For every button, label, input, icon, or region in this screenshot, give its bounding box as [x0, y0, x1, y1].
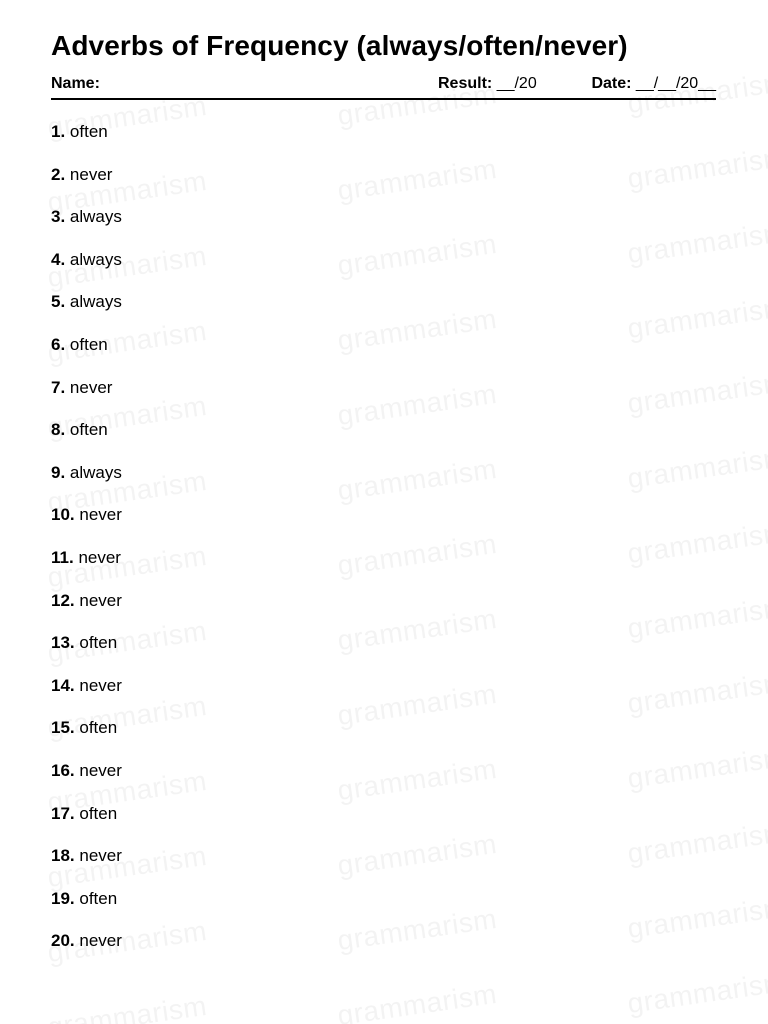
watermark-text	[46, 990, 209, 1024]
answer-item	[51, 206, 122, 249]
worksheet-header	[51, 72, 716, 100]
watermark-text	[336, 678, 499, 732]
watermark-text	[626, 666, 768, 720]
watermark-text	[336, 603, 499, 657]
result-label: Result:	[438, 75, 493, 92]
watermark-text	[626, 816, 768, 870]
answer-number: 11.	[51, 547, 74, 567]
watermark-text	[336, 303, 499, 357]
answer-word: never	[78, 547, 121, 567]
answer-number: 12.	[51, 590, 75, 610]
answer-item	[51, 504, 122, 547]
answer-list	[51, 121, 122, 973]
answer-number: 4.	[51, 249, 66, 269]
answer-item	[51, 334, 122, 377]
answer-number: 18.	[51, 846, 75, 866]
watermark-text	[336, 528, 499, 582]
answer-item	[51, 888, 122, 931]
answer-item	[51, 717, 122, 760]
answer-number: 17.	[51, 803, 75, 823]
answer-word: always	[69, 207, 122, 227]
answer-number: 2.	[51, 164, 66, 184]
answer-number: 5.	[51, 292, 66, 312]
name-label: Name:	[51, 75, 100, 92]
watermark-text	[336, 753, 499, 807]
answer-item	[51, 547, 122, 590]
answer-item	[51, 462, 122, 505]
answer-number: 1.	[51, 122, 66, 141]
answer-word: often	[79, 888, 118, 908]
answer-item	[51, 760, 122, 803]
answer-number: 20.	[51, 931, 75, 951]
answer-item	[51, 845, 122, 888]
answer-item	[51, 419, 122, 462]
answer-number: 9.	[51, 462, 66, 482]
answer-item	[51, 803, 122, 846]
answer-item	[51, 121, 122, 164]
watermark-text	[626, 891, 768, 945]
watermark-text	[626, 591, 768, 645]
watermark-text	[336, 228, 499, 282]
answer-word: never	[69, 377, 113, 397]
answer-word: often	[69, 420, 108, 440]
answer-word: always	[69, 249, 122, 269]
answer-number: 7.	[51, 377, 66, 397]
answer-number: 15.	[51, 718, 75, 738]
watermark-text	[626, 366, 768, 420]
answer-word: never	[69, 164, 113, 184]
date-field	[591, 75, 716, 93]
watermark-text	[626, 966, 768, 1020]
answer-word: always	[69, 462, 122, 482]
answer-word: often	[79, 718, 118, 738]
watermark-text	[626, 741, 768, 795]
answer-word: never	[79, 505, 122, 525]
answer-item	[51, 930, 122, 973]
answer-word: never	[79, 760, 122, 780]
result-value: __/20	[496, 75, 537, 92]
answer-word: never	[79, 675, 122, 695]
watermark-text	[336, 903, 499, 957]
answer-number: 6.	[51, 334, 66, 354]
watermark-text	[626, 516, 768, 570]
answer-word: often	[69, 122, 108, 141]
answer-word: never	[79, 590, 122, 610]
watermark-text	[336, 453, 499, 507]
answer-number: 3.	[51, 207, 66, 227]
answer-item	[51, 632, 122, 675]
watermark-text	[626, 441, 768, 495]
watermark-text	[626, 141, 768, 195]
answer-word: often	[69, 334, 108, 354]
answer-word: always	[69, 292, 122, 312]
answer-item	[51, 291, 122, 334]
watermark-text	[336, 378, 499, 432]
answer-number: 13.	[51, 633, 75, 653]
answer-number: 10.	[51, 505, 75, 525]
answer-item	[51, 590, 122, 633]
answer-item	[51, 249, 122, 292]
answer-item	[51, 675, 122, 718]
watermark-text	[336, 153, 499, 207]
answer-item	[51, 377, 122, 420]
page-title: Adverbs of Frequency (always/often/never)	[51, 30, 628, 61]
answer-word: never	[79, 931, 122, 951]
watermark-text	[626, 216, 768, 270]
answer-word: never	[79, 846, 122, 866]
date-label: Date:	[591, 75, 632, 92]
answer-number: 8.	[51, 420, 66, 440]
result-field	[438, 75, 537, 93]
answer-number: 16.	[51, 760, 75, 780]
date-value: __/__/20__	[635, 75, 716, 92]
answer-word: often	[79, 803, 118, 823]
watermark-text	[336, 828, 499, 882]
answer-number: 19.	[51, 888, 75, 908]
answer-item	[51, 164, 122, 207]
watermark-text	[336, 978, 499, 1024]
watermark-text	[626, 291, 768, 345]
answer-number: 14.	[51, 675, 75, 695]
answer-word: often	[79, 633, 118, 653]
